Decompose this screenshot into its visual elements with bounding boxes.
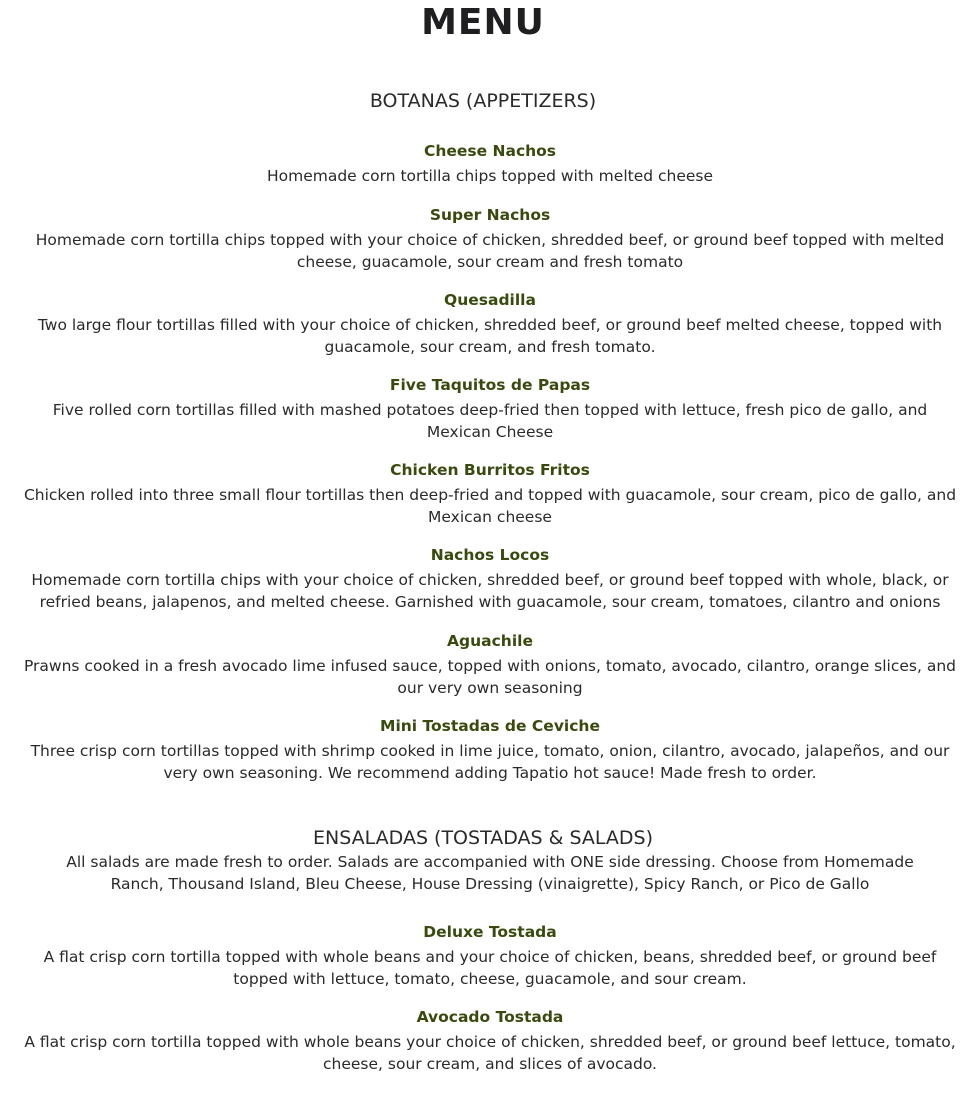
menu-item xyxy=(20,921,960,990)
menu-item-description: Homemade corn tortilla chips topped with melted cheese xyxy=(266,167,714,185)
menu-item-name: Nachos Locos xyxy=(430,546,550,564)
page-title: MENU xyxy=(421,2,545,43)
menu-item-name: Avocado Tostada xyxy=(416,1008,564,1026)
menu-item xyxy=(20,459,960,528)
menu-item-name: Deluxe Tostada xyxy=(423,923,557,941)
menu-item-name: Super Nachos xyxy=(429,206,551,224)
menu-item-name: Quesadilla xyxy=(444,291,536,309)
menu-item-description: Two large flour tortillas filled with your choice of chicken, shredded beef, or ground beef melted cheese, topped with guacamole, sour cream, and fresh tomato. xyxy=(37,316,943,356)
menu-item xyxy=(20,204,960,273)
menu-item xyxy=(20,374,960,443)
section-heading-ensaladas: ENSALADAS (TOSTADAS & SALADS) xyxy=(313,827,653,849)
menu-item-description: Chicken rolled into three small flour tortillas then deep-fried and topped with guacamole, sour cream, pico de gallo, and Mexican cheese xyxy=(23,486,957,526)
menu-item xyxy=(20,630,960,699)
menu-item-name: Cheese Nachos xyxy=(423,142,557,160)
menu-item-description: Homemade corn tortilla chips with your choice of chicken, shredded beef, or ground beef topped with whole, black, or refried beans, jalapenos, and melted cheese. Garnished with guacamole, sour cream, tomatoes, cilantro and onions xyxy=(31,571,949,611)
menu-item-description: A flat crisp corn tortilla topped with whole beans your choice of chicken, shredded beef, or ground beef lettuce, tomato, cheese, sour cream, and slices of avocado. xyxy=(24,1033,956,1073)
menu-item-name: Mini Tostadas de Ceviche xyxy=(380,717,600,735)
menu-item-name: Chicken Burritos Fritos xyxy=(390,461,590,479)
section-heading-botanas: BOTANAS (APPETIZERS) xyxy=(369,90,597,112)
menu-item-name: Five Taquitos de Papas xyxy=(389,376,591,394)
menu-item xyxy=(20,715,960,784)
menu-item xyxy=(20,140,960,187)
menu-item-description: A flat crisp corn tortilla topped with whole beans and your choice of chicken, beans, shredded beef, or ground beef topped with lettuce, tomato, cheese, guacamole, and sour cream. xyxy=(43,948,937,988)
menu-item-description: Prawns cooked in a fresh avocado lime infused sauce, topped with onions, tomato, avocado, cilantro, orange slices, and our very own seasoning xyxy=(23,657,957,697)
section-note: All salads are made fresh to order. Salads are accompanied with ONE side dressing. Choose from Homemade Ranch, Thousand Island, Bleu Cheese, House Dressing (vinaigrette), Spicy Ranch, or Pico de Gallo xyxy=(66,853,914,893)
menu-item xyxy=(20,544,960,613)
menu-item-description: Homemade corn tortilla chips topped with your choice of chicken, shredded beef, or ground beef topped with melted cheese, guacamole, sour cream and fresh tomato xyxy=(35,231,945,271)
menu-item xyxy=(20,1006,960,1075)
menu-item xyxy=(20,289,960,358)
menu-item-name: Aguachile xyxy=(447,632,533,650)
menu-item-description: Five rolled corn tortillas filled with mashed potatoes deep-fried then topped with lettuce, fresh pico de gallo, and Mexican Cheese xyxy=(52,401,928,441)
menu-item-description: Three crisp corn tortillas topped with shrimp cooked in lime juice, tomato, onion, cilantro, avocado, jalapeños, and our very own seasoning. We recommend adding Tapatio hot sauce! Made fresh to order. xyxy=(30,742,950,782)
